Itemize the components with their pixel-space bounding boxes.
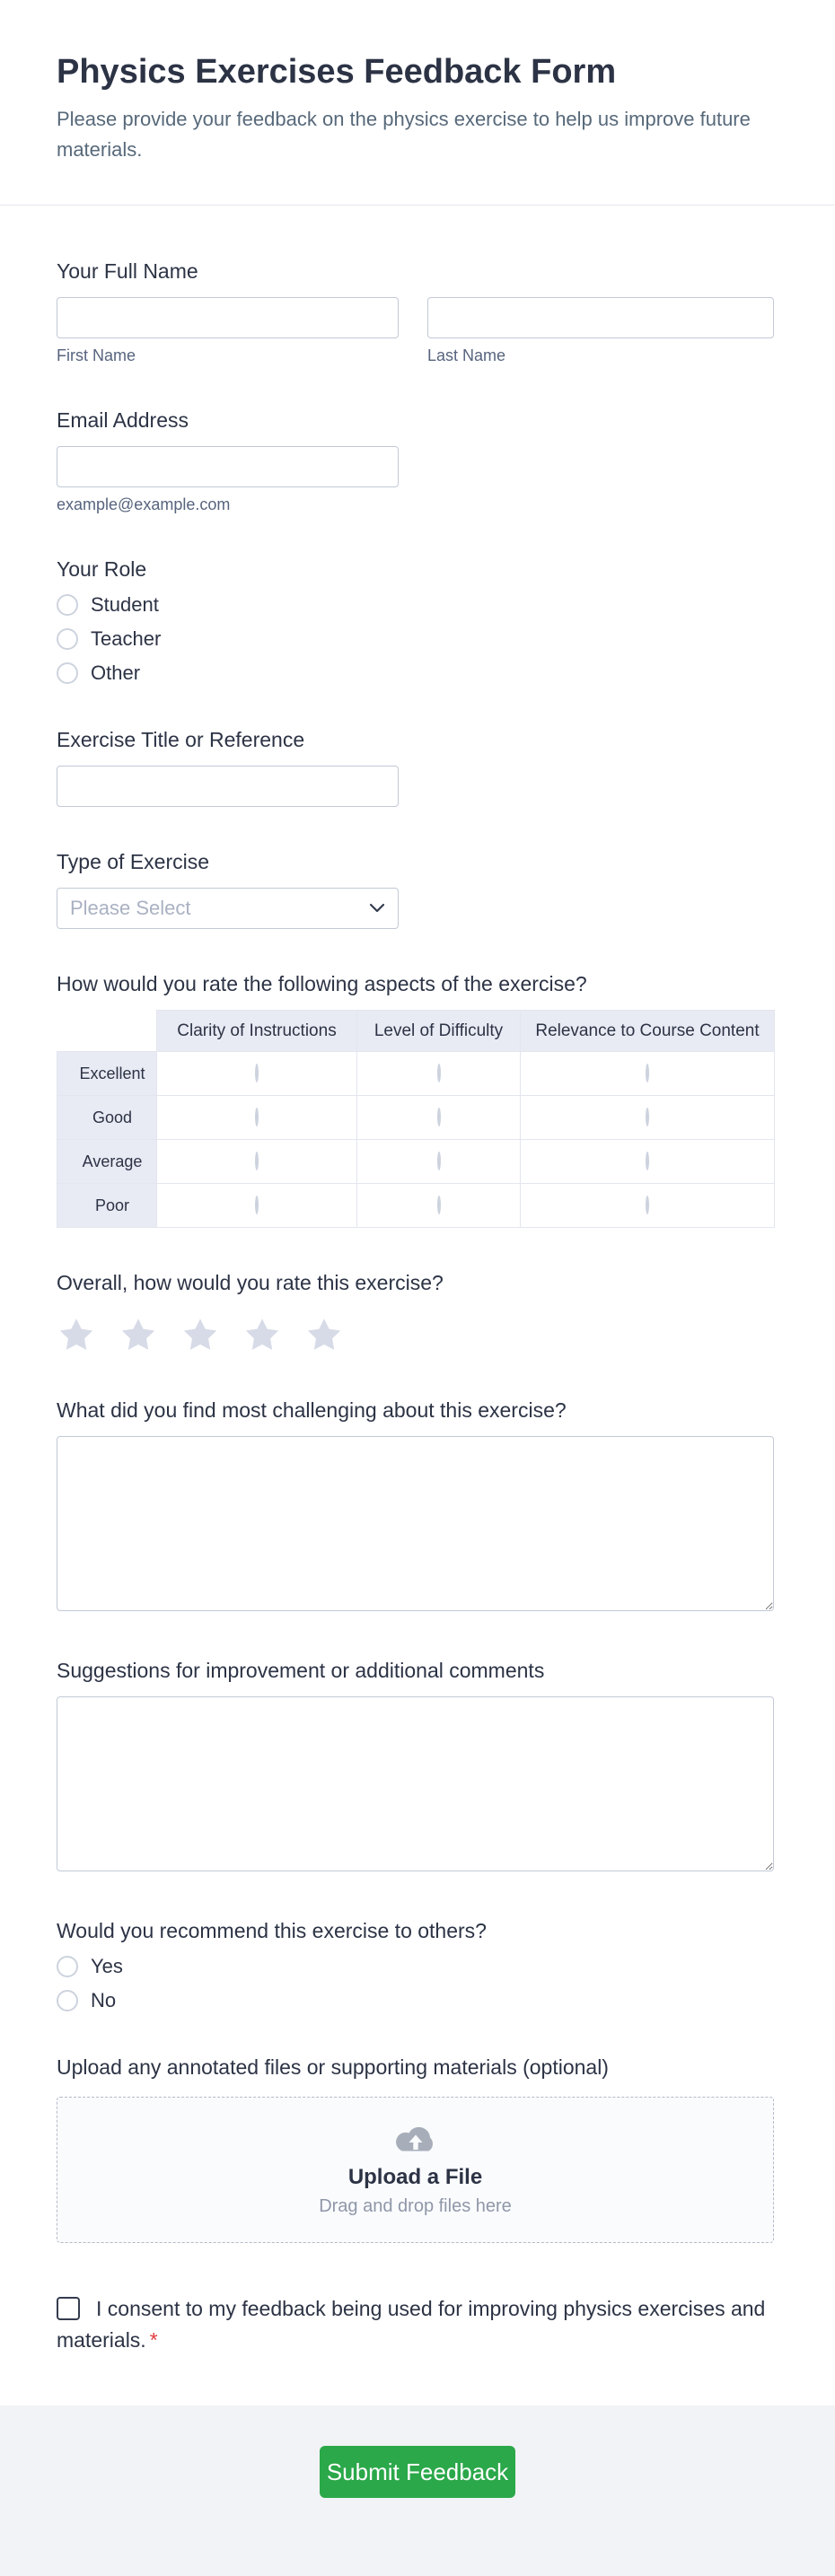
matrix-row-header: Good <box>57 1096 157 1140</box>
question-exercise-type <box>57 848 775 929</box>
suggestions-label: Suggestions for improvement or additional comments <box>57 1659 545 1682</box>
question-full-name <box>57 258 775 365</box>
last-name-input[interactable] <box>427 297 774 338</box>
star-icon[interactable] <box>119 1316 158 1355</box>
consent-checkbox[interactable] <box>57 2297 80 2320</box>
name-row <box>57 297 775 365</box>
matrix-row-header: Excellent <box>57 1052 157 1096</box>
star-rating <box>57 1316 775 1355</box>
matrix-row-header: Average <box>57 1140 157 1184</box>
rating-matrix-table <box>57 1010 775 1228</box>
star-icon[interactable] <box>242 1316 282 1355</box>
radio-option-label: No <box>91 1989 117 2011</box>
cloud-upload-icon <box>392 2124 439 2158</box>
required-asterisk: * <box>149 2328 158 2352</box>
question-rating-matrix <box>57 970 775 1228</box>
matrix-radio-cell[interactable] <box>357 1140 521 1184</box>
question-exercise-title <box>57 726 775 807</box>
upload-label: Upload any annotated files or supporting materials (optional) <box>57 2055 609 2079</box>
challenging-label: What did you find most challenging about this exercise? <box>57 1398 567 1422</box>
radio-option-label: Other <box>91 662 141 684</box>
select-placeholder: Please Select <box>70 897 191 919</box>
radio-button-icon[interactable] <box>57 594 78 616</box>
question-overall-rating <box>57 1269 775 1355</box>
matrix-radio-cell[interactable] <box>357 1184 521 1228</box>
radio-option-no[interactable] <box>57 1989 775 2012</box>
radio-button-icon[interactable] <box>646 1196 649 1214</box>
matrix-column-header: Relevance to Course Content <box>521 1011 775 1052</box>
first-name-sublabel: First Name <box>57 346 136 364</box>
radio-option-teacher[interactable] <box>57 627 775 651</box>
email-sublabel: example@example.com <box>57 495 231 513</box>
last-name-sublabel: Last Name <box>427 346 506 364</box>
question-suggestions <box>57 1657 775 1876</box>
full-name-label: Your Full Name <box>57 259 198 283</box>
star-icon[interactable] <box>180 1316 220 1355</box>
first-name-input[interactable] <box>57 297 399 338</box>
star-icon[interactable] <box>304 1316 344 1355</box>
radio-button-icon[interactable] <box>255 1152 259 1170</box>
radio-option-label: Student <box>91 593 159 616</box>
radio-button-icon[interactable] <box>437 1064 441 1082</box>
form-footer <box>0 2405 835 2576</box>
form-header <box>0 0 835 165</box>
radio-button-icon[interactable] <box>57 1956 78 1977</box>
matrix-radio-cell[interactable] <box>521 1184 775 1228</box>
question-role <box>57 556 775 685</box>
upload-hint: Drag and drop files here <box>319 2195 512 2216</box>
matrix-radio-cell[interactable] <box>357 1096 521 1140</box>
matrix-radio-cell[interactable] <box>157 1052 357 1096</box>
radio-option-student[interactable] <box>57 593 775 617</box>
file-dropzone[interactable] <box>57 2097 774 2243</box>
exercise-type-select[interactable] <box>57 888 399 929</box>
radio-option-other[interactable] <box>57 662 775 685</box>
radio-button-icon[interactable] <box>646 1108 649 1126</box>
question-consent <box>57 2293 775 2356</box>
matrix-radio-cell[interactable] <box>521 1140 775 1184</box>
radio-button-icon[interactable] <box>57 662 78 684</box>
matrix-radio-cell[interactable] <box>157 1140 357 1184</box>
radio-button-icon[interactable] <box>255 1196 259 1214</box>
radio-button-icon[interactable] <box>437 1196 441 1214</box>
question-challenging <box>57 1397 775 1616</box>
suggestions-textarea[interactable] <box>57 1696 774 1871</box>
question-email <box>57 407 775 514</box>
email-label: Email Address <box>57 408 189 432</box>
exercise-title-input[interactable] <box>57 766 399 807</box>
chevron-down-icon <box>369 903 385 914</box>
overall-label: Overall, how would you rate this exercise? <box>57 1271 444 1294</box>
star-icon[interactable] <box>57 1316 96 1355</box>
last-name-group <box>427 297 774 365</box>
radio-button-icon[interactable] <box>437 1108 441 1126</box>
radio-option-label: Yes <box>91 1955 123 1977</box>
radio-button-icon[interactable] <box>57 628 78 650</box>
matrix-radio-cell[interactable] <box>157 1184 357 1228</box>
radio-option-yes[interactable] <box>57 1955 775 1978</box>
email-input[interactable] <box>57 446 399 487</box>
exercise-title-label: Exercise Title or Reference <box>57 728 305 751</box>
radio-button-icon[interactable] <box>255 1108 259 1126</box>
page-title: Physics Exercises Feedback Form <box>57 53 617 91</box>
matrix-column-header: Clarity of Instructions <box>157 1011 357 1052</box>
matrix-label: How would you rate the following aspects of the exercise? <box>57 972 587 995</box>
matrix-radio-cell[interactable] <box>157 1096 357 1140</box>
radio-button-icon[interactable] <box>255 1064 259 1082</box>
matrix-row-excellent <box>57 1052 775 1096</box>
radio-button-icon[interactable] <box>646 1152 649 1170</box>
radio-option-label: Teacher <box>91 627 162 650</box>
matrix-radio-cell[interactable] <box>521 1096 775 1140</box>
upload-button-text[interactable]: Upload a File <box>347 2164 483 2189</box>
radio-button-icon[interactable] <box>646 1064 649 1082</box>
matrix-row-header: Poor <box>57 1184 157 1228</box>
exercise-type-label: Type of Exercise <box>57 850 210 873</box>
matrix-radio-cell[interactable] <box>521 1052 775 1096</box>
question-upload <box>57 2054 775 2243</box>
challenging-textarea[interactable] <box>57 1436 774 1611</box>
matrix-corner-cell <box>57 1011 157 1052</box>
matrix-column-header: Level of Difficulty <box>357 1011 521 1052</box>
first-name-group <box>57 297 399 365</box>
submit-button[interactable]: Submit Feedback <box>320 2446 515 2498</box>
matrix-row-poor <box>57 1184 775 1228</box>
question-recommend <box>57 1917 775 2012</box>
role-label: Your Role <box>57 557 147 581</box>
radio-button-icon[interactable] <box>437 1152 441 1170</box>
matrix-radio-cell[interactable] <box>357 1052 521 1096</box>
matrix-header-row <box>57 1011 775 1052</box>
matrix-row-good <box>57 1096 775 1140</box>
page-subtitle: Please provide your feedback on the physics exercise to help us improve future materials. <box>57 108 751 161</box>
consent-text: I consent to my feedback being used for improving physics exercises and materials. <box>57 2297 766 2352</box>
recommend-label: Would you recommend this exercise to others? <box>57 1919 487 1942</box>
radio-button-icon[interactable] <box>57 1990 78 2011</box>
form-body <box>0 206 835 2356</box>
matrix-row-average <box>57 1140 775 1184</box>
